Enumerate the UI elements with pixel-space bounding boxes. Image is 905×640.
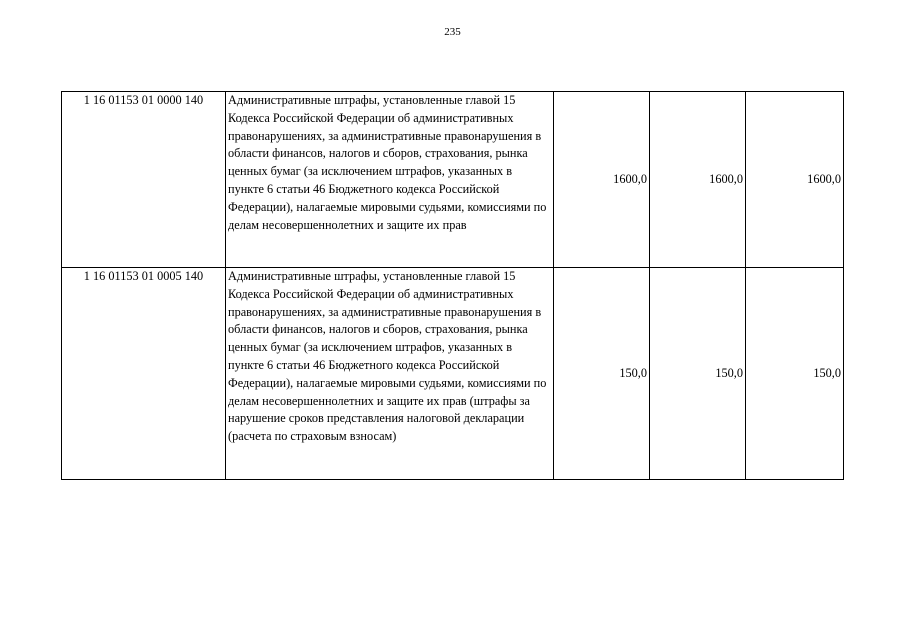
table-row [62, 268, 844, 480]
amount-year-1: 1600,0 [554, 92, 650, 268]
amount-year-2: 1600,0 [650, 92, 746, 268]
revenue-description: Административные штрафы, установленные главой 15 Кодекса Российской Федерации об административных правонарушениях, за административные правонарушения в области финансов, налогов и сборов, страхования, рынка ценных бумаг (за исключением штрафов, указанных в пункте 6 статьи 46 Бюджетного кодекса Российской Федерации), налагаемые мировыми судьями, комиссиями по делам несовершеннолетних и защите их прав (штрафы за нарушение сроков представления налоговой декларации (расчета по страховым взносам) [226, 268, 554, 480]
revenue-description: Административные штрафы, установленные главой 15 Кодекса Российской Федерации об административных правонарушениях, за административные правонарушения в области финансов, налогов и сборов, страхования, рынка ценных бумаг (за исключением штрафов, указанных в пункте 6 статьи 46 Бюджетного кодекса Российской Федерации), налагаемые мировыми судьями, комиссиями по делам несовершеннолетних и защите их прав [226, 92, 554, 268]
amount-year-3: 1600,0 [746, 92, 844, 268]
budget-classification-code: 1 16 01153 01 0000 140 [62, 92, 226, 268]
amount-year-1: 150,0 [554, 268, 650, 480]
page-number: 235 [444, 26, 461, 38]
table-row [62, 92, 844, 268]
amount-year-2: 150,0 [650, 268, 746, 480]
amount-year-3: 150,0 [746, 268, 844, 480]
budget-classification-code: 1 16 01153 01 0005 140 [62, 268, 226, 480]
budget-revenue-table [61, 91, 844, 480]
